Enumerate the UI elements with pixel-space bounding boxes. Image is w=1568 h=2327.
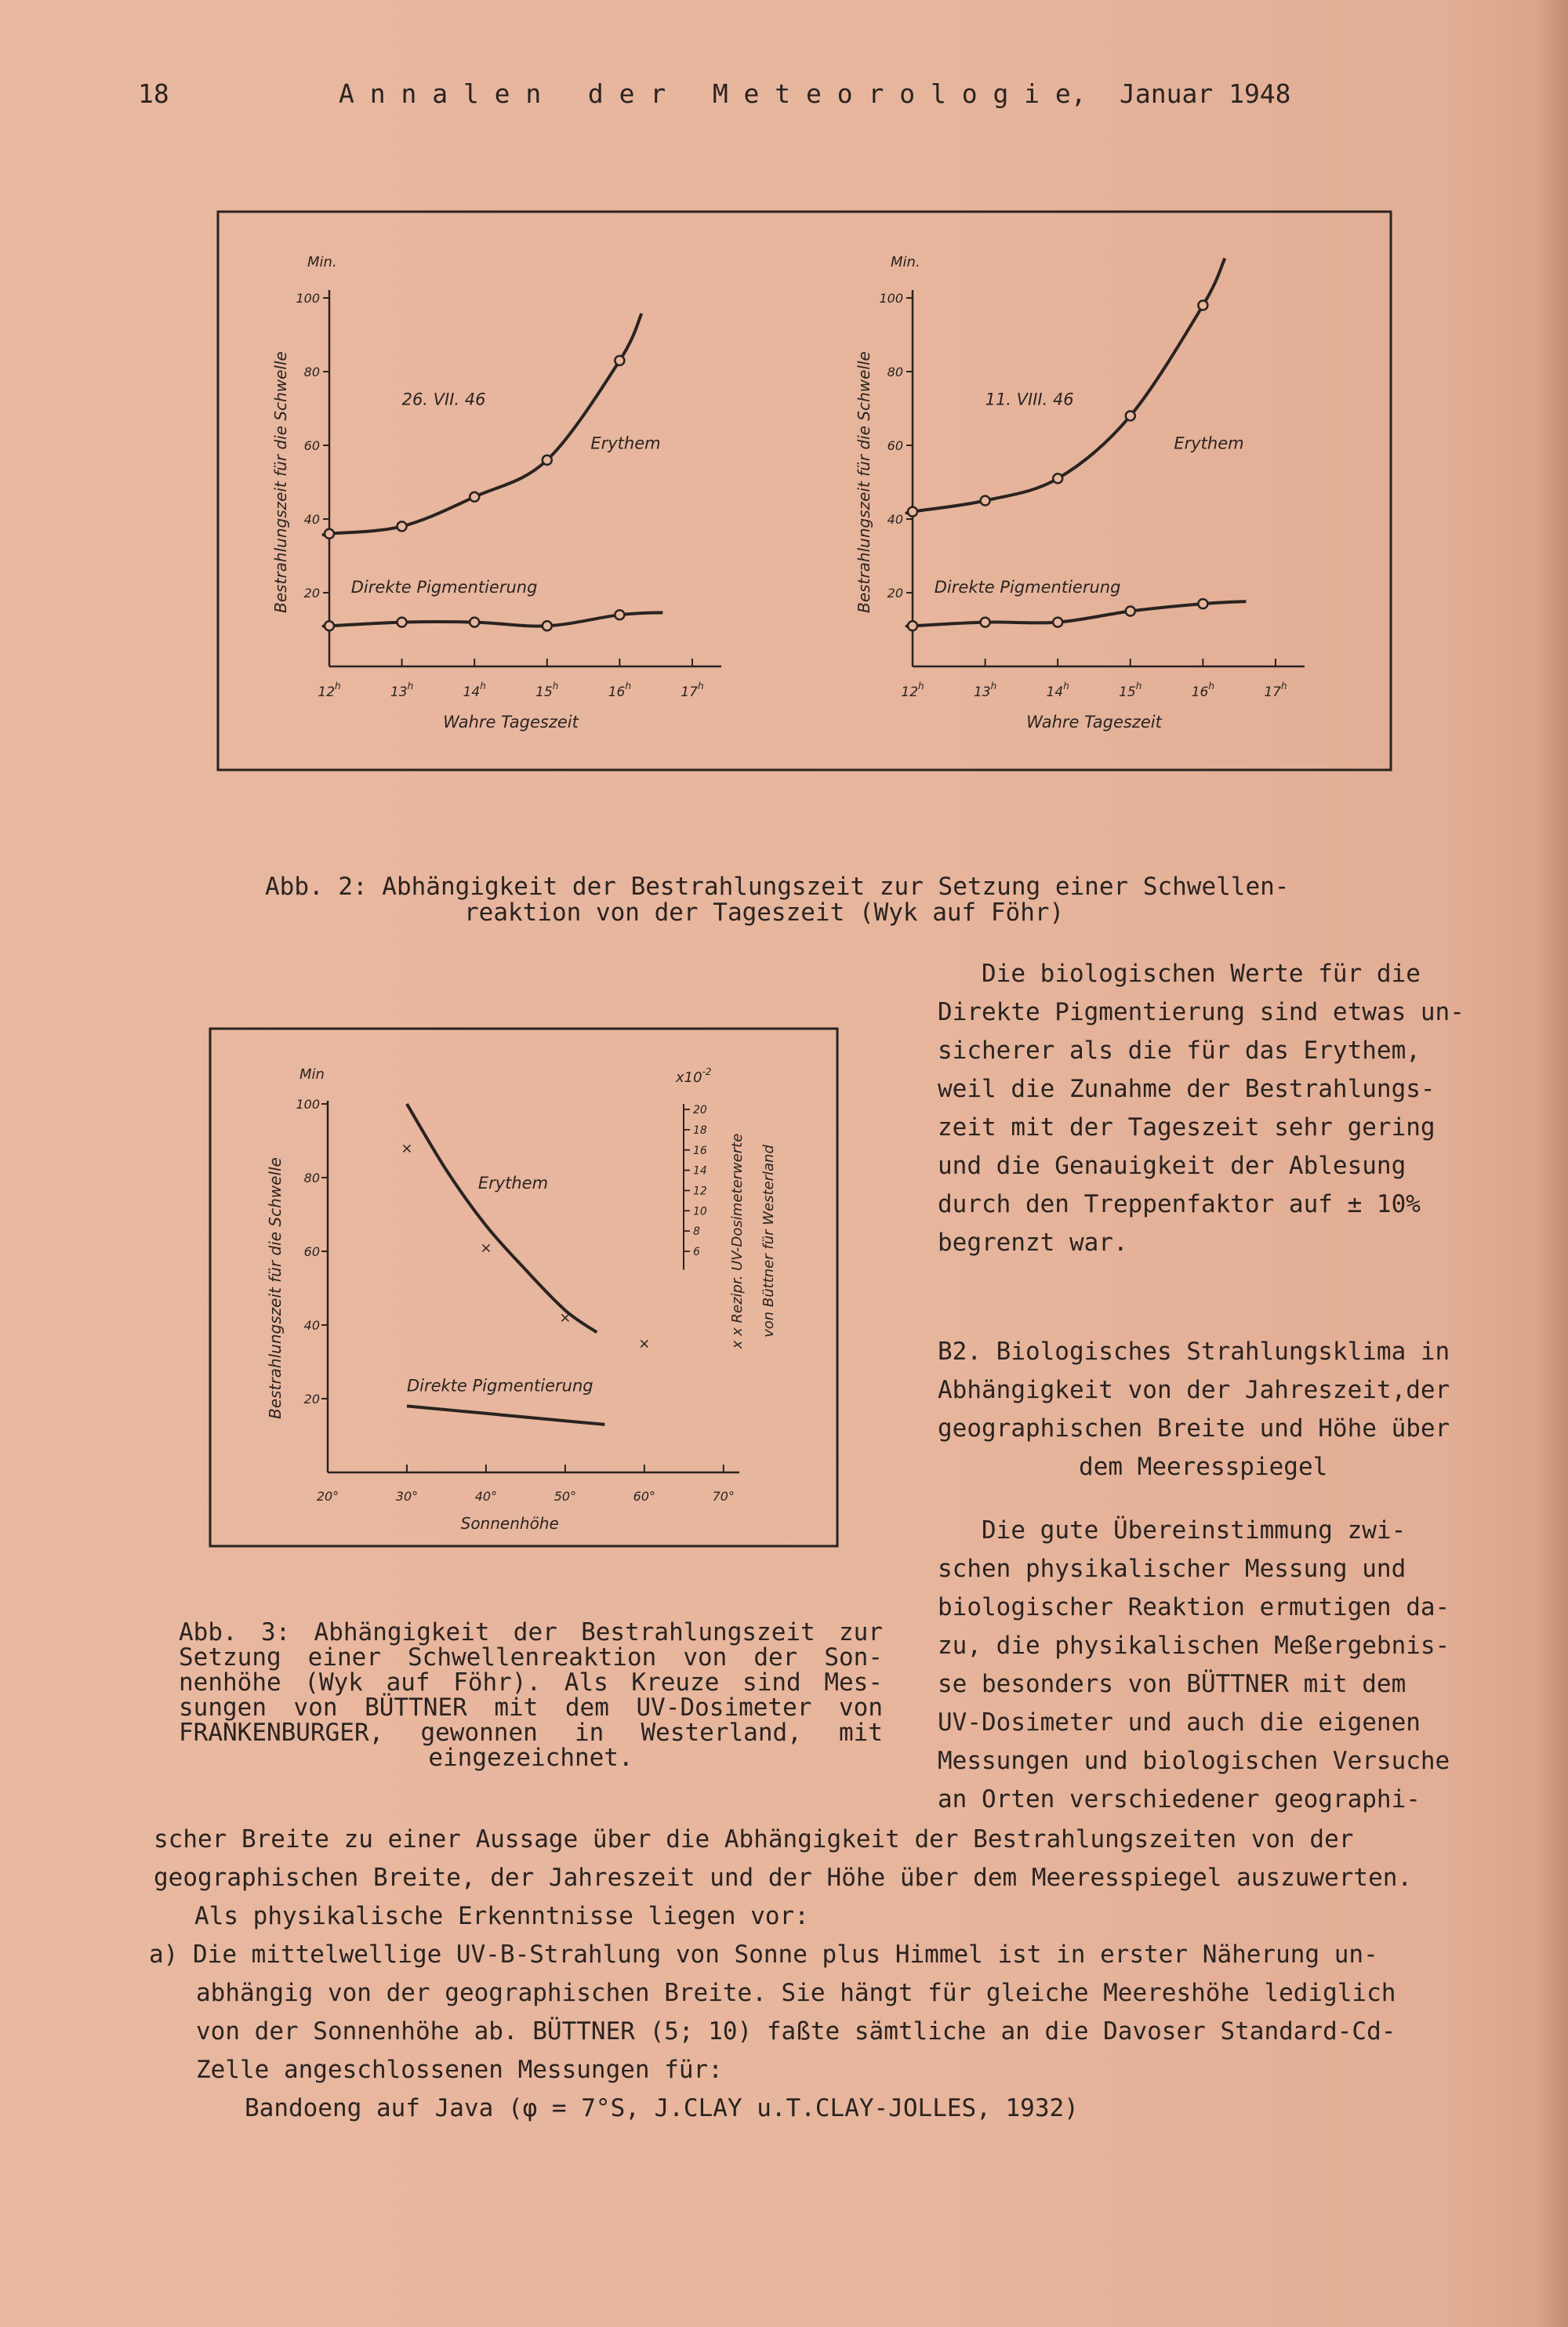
erythem-label: Erythem [1174,434,1244,453]
y-axis-label: Bestrahlungszeit für die Schwelle [271,351,290,613]
right-tick-label: 10 [693,1205,707,1218]
section-heading-line: geographischen Breite und Höhe über [938,1414,1450,1443]
figure-3-caption-line: nenhöhe (Wyk auf Föhr). Als Kreuze sind Mes- [179,1668,883,1697]
right-tick-label: 12 [693,1185,707,1198]
data-point [325,621,334,630]
y-tick-label: 100 [879,291,903,306]
buettner-cross-mark: × [559,1309,572,1327]
section-heading-line: dem Meeresspiegel [1079,1453,1328,1481]
text-line: Direkte Pigmentierung sind etwas un- [938,998,1465,1026]
figure-2-caption-2: reaktion von der Tageszeit (Wyk auf Föhr) [464,898,1065,927]
y-axis-label: Bestrahlungszeit für die Schwelle [855,351,873,613]
buettner-cross-mark: × [480,1240,492,1257]
body-text [149,1821,1502,2128]
y-tick-label: 60 [303,1244,320,1259]
erythem-label: Erythem [590,434,661,453]
right-unit-exp: -2 [702,1066,712,1077]
section-heading-line: Abhängigkeit von der Jahreszeit,der [938,1376,1450,1404]
text-line: schen physikalischer Messung und [938,1555,1406,1583]
x-tick-label: 16$^h$ [608,681,631,700]
section-heading-line: B2. Biologisches Strahlungsklima in [938,1338,1450,1366]
buettner-cross-mark: × [638,1335,651,1352]
right-column-2 [938,1512,1502,1819]
erythem-curve [907,258,1225,513]
y-tick-label: 40 [303,1318,320,1333]
y-unit-label: Min. [307,254,337,270]
pigment-label: Direkte Pigmentierung [934,578,1121,597]
x-tick-sup: h [1208,681,1214,692]
figure-3-caption-line: Abb. 3: Abhängigkeit der Bestrahlungszeit zur [179,1618,883,1646]
pigment-curve [907,601,1247,626]
pigment-curve [407,1406,604,1425]
erythem-curve [324,314,642,535]
x-tick-label: 13$^h$ [390,681,414,700]
data-point [1053,618,1062,627]
x-tick-sup: h [407,681,414,692]
x-tick-label: 16$^h$ [1191,681,1214,700]
x-tick-label: 14$^h$ [1046,681,1069,700]
text-line: Bandoeng auf Java (φ = 7°S, J.CLAY u.T.CLAY-JOLLES, 1932) [245,2094,1079,2122]
text-line: an Orten verschiedener geographi- [938,1785,1421,1813]
issue-date: Januar 1948 [1120,78,1291,109]
right-tick-label: 18 [693,1124,707,1137]
text-line: scher Breite zu einer Aussage über die Abhängigkeit der Bestrahlungszeiten von der [154,1825,1354,1853]
figure-2-caption-1: Abb. 2: Abhängigkeit der Bestrahlungszeit zur Setzung einer Schwellen- [265,873,1290,901]
text-line: biologischer Reaktion ermutigen da- [938,1593,1450,1621]
right-tick-label: 14 [693,1164,707,1178]
journal-title: A n n a l e n d e r M e t e o r o l o g i e, [339,78,1087,109]
x-tick-label: 15$^h$ [535,681,559,700]
data-point [615,356,624,365]
y-unit-label: Min. [891,254,920,270]
figure-2 [216,210,1392,771]
data-point [470,618,479,627]
pigment-label: Direkte Pigmentierung [350,578,538,597]
y-tick-label: 80 [303,1171,320,1185]
figure-3-caption [179,1620,883,1770]
y-tick-label: 60 [303,438,320,453]
data-point [1126,411,1135,420]
figure-3-caption-line: eingezeichnet. [428,1744,633,1772]
erythem-curve [407,1104,597,1332]
data-point [981,496,990,506]
x-tick-label: 17$^h$ [1264,681,1287,700]
y-tick-label: 100 [296,1097,320,1112]
text-line-content: Als physikalische Erkenntnisse liegen vor: [194,1902,809,1930]
x-tick-label: 50° [554,1489,577,1504]
right-tick-label: 8 [693,1225,700,1239]
y-unit-label: Min [299,1066,325,1083]
data-point [908,507,917,517]
text-line: begrenzt war. [938,1229,1128,1257]
x-tick-sup: h [697,681,704,692]
text-line: zeit mit der Tageszeit sehr gering [938,1113,1436,1142]
panel-date-label: 26. VII. 46 [401,390,486,409]
y-tick-label: 40 [887,512,903,527]
x-tick-sup: h [1135,681,1142,692]
figure-3-caption-line: sungen von BÜTTNER mit dem UV-Dosimeter von [179,1694,883,1722]
data-point [1053,474,1062,483]
buettner-cross-mark: × [401,1140,413,1157]
fig2-panel-left [271,254,721,731]
x-axis-label: Sonnenhöhe [460,1514,559,1533]
text-line: geographischen Breite, der Jahreszeit und der Höhe über dem Meeresspiegel auszuwerten. [154,1864,1413,1892]
right-axis-label-2: von Büttner für Westerland [760,1145,777,1338]
data-point [908,621,917,630]
text-line: Die biologischen Werte für die [982,960,1421,988]
x-tick-label: 70° [712,1489,735,1504]
text-line: zu, die physikalischen Meßergebnis- [938,1632,1450,1660]
data-point [615,610,624,619]
text-line: Zelle angeschlossenen Messungen für: [196,2056,723,2084]
x-axis-label: Wahre Tageszeit [443,713,579,731]
text-line [194,1897,1543,1936]
figure-3-caption-line: Setzung einer Schwellenreaktion von der Son- [179,1643,883,1672]
text-line: se besonders von BÜTTNER mit dem [938,1670,1406,1698]
text-line: von der Sonnenhöhe ab. BÜTTNER (5; 10) faßte sämtliche an die Davoser Standard-Cd- [196,2017,1396,2046]
right-unit-label: $x10^{-2}$ [676,1066,712,1086]
data-point [981,618,990,627]
text-line: Die gute Übereinstimmung zwi- [982,1516,1406,1545]
data-point [543,456,552,465]
y-tick-label: 80 [887,365,903,379]
x-tick-label: 17$^h$ [681,681,704,700]
x-axis-label: Wahre Tageszeit [1026,713,1162,731]
text-line: Messungen und biologischen Versuche [938,1747,1450,1775]
y-tick-label: 20 [303,586,320,601]
x-tick-sup: h [1063,681,1069,692]
x-tick-label: 12$^h$ [901,681,924,700]
text-line: a) Die mittelwellige UV-B-Strahlung von Sonne plus Himmel ist in erster Näherung un- [149,1940,1378,1969]
text-line: und die Genauigkeit der Ablesung [938,1152,1406,1180]
figure-3-caption-line: FRANKENBURGER, gewonnen in Westerland, mit [179,1719,883,1747]
data-point [1126,607,1135,616]
text-line: sicherer als die für das Erythem, [938,1036,1421,1065]
right-tick-label: 16 [693,1144,707,1157]
x-tick-label: 60° [633,1489,656,1504]
text-line: durch den Treppenfaktor auf ± 10% [938,1190,1421,1218]
right-tick-label: 20 [693,1104,707,1117]
page-number: 18 [138,78,169,109]
x-tick-label: 12$^h$ [318,681,341,700]
x-tick-sup: h [335,681,341,692]
pigment-curve [324,612,663,626]
right-column-1 [938,955,1486,1262]
panel-date-label: 11. VIII. 46 [985,390,1074,409]
y-tick-label: 20 [303,1392,320,1407]
x-tick-sup: h [1280,681,1287,692]
x-tick-sup: h [918,681,924,692]
right-axis-label-1: x x Rezipr. UV-Dosimeterwerte [729,1133,746,1349]
figure-3 [209,1027,839,1548]
fig2-panel-right [855,254,1305,731]
x-tick-sup: h [480,681,486,692]
text-line: UV-Dosimeter und auch die eigenen [938,1708,1421,1737]
y-tick-label: 80 [303,365,320,379]
erythem-label: Erythem [477,1174,549,1193]
x-tick-label: 20° [316,1489,339,1504]
y-tick-label: 100 [296,291,320,306]
x-tick-label: 14$^h$ [463,681,486,700]
data-point [325,529,334,539]
fig3-chart [266,1066,777,1533]
x-tick-sup: h [625,681,631,692]
data-point [543,621,552,630]
data-point [470,492,479,502]
section-b2-heading [938,1333,1502,1487]
x-tick-sup: h [552,681,559,692]
x-tick-label: 40° [474,1489,498,1504]
data-point [397,521,407,531]
right-tick-label: 6 [693,1246,700,1258]
text-line: weil die Zunahme der Bestrahlungs- [938,1075,1436,1103]
y-tick-label: 40 [303,512,320,527]
data-point [397,618,407,627]
y-tick-label: 20 [887,586,903,601]
x-tick-label: 13$^h$ [973,681,997,700]
text-line: abhängig von der geographischen Breite. Sie hängt für gleiche Meereshöhe lediglich [196,1979,1396,2007]
x-tick-sup: h [990,681,997,692]
pigment-label: Direkte Pigmentierung [406,1376,593,1396]
y-tick-label: 60 [887,438,903,453]
x-tick-label: 30° [395,1489,419,1504]
data-point [1198,599,1207,608]
data-point [1198,300,1207,310]
y-axis-label: Bestrahlungszeit für die Schwelle [266,1157,285,1419]
x-tick-label: 15$^h$ [1119,681,1142,700]
